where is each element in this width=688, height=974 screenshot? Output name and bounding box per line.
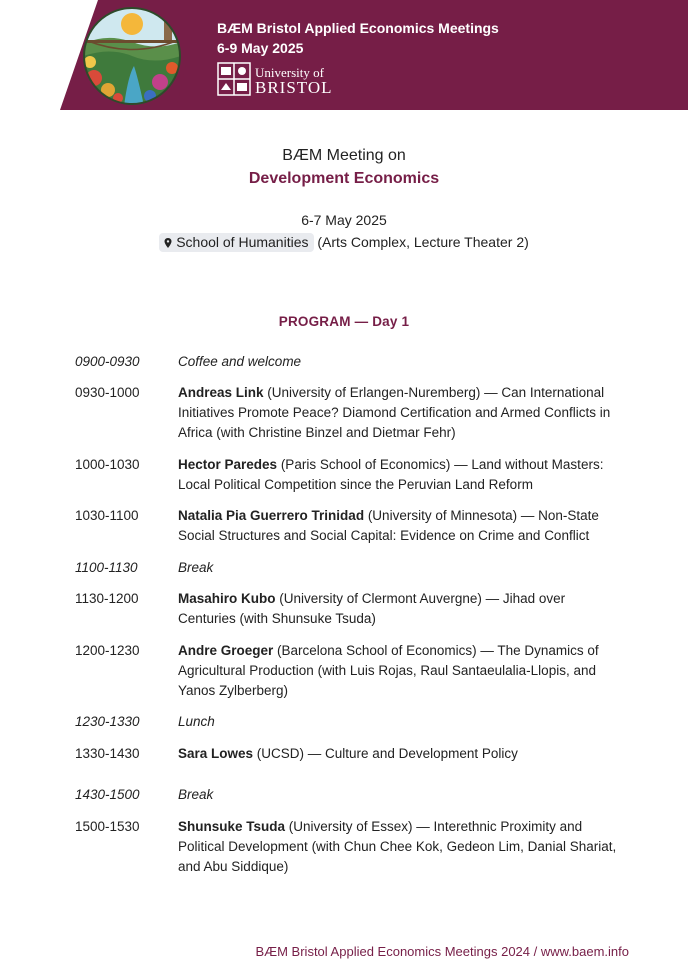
meeting-title-topic: Development Economics xyxy=(248,170,440,187)
session-description xyxy=(178,817,618,877)
speaker-name: Hector Paredes xyxy=(178,457,278,472)
venue-detail: (Arts Complex, Lecture Theater 2) xyxy=(313,234,529,250)
session-text: Break xyxy=(178,560,214,575)
session-description xyxy=(178,506,618,546)
session-text: (UCSD) — Culture and Development Policy xyxy=(253,746,518,761)
speaker-name: Andreas Link xyxy=(178,385,264,400)
university-name-line1: University of xyxy=(255,65,324,80)
meeting-date: 6-7 May 2025 xyxy=(301,212,387,228)
university-logo xyxy=(217,62,347,98)
header-dates: 6-9 May 2025 xyxy=(217,40,304,56)
session-time: 1000-1030 xyxy=(75,457,140,472)
session-text: Break xyxy=(178,787,214,802)
venue-badge[interactable] xyxy=(159,233,313,252)
header-title-block xyxy=(217,18,499,58)
session-description xyxy=(178,589,618,629)
venue-name: School of Humanities xyxy=(176,234,309,250)
speaker-name: Shunsuke Tsuda xyxy=(178,819,286,834)
session-time: 1430-1500 xyxy=(75,787,140,802)
session-description xyxy=(178,455,618,495)
session-description xyxy=(178,744,618,764)
session-description xyxy=(178,641,618,701)
session-description xyxy=(178,558,618,578)
university-name-line2: BRISTOL xyxy=(255,78,333,97)
session-text: (University of Erlangen-Nuremberg) — Can International Initiatives Promote Peace? Diamond Certification and Armed Conflicts in Africa (with Christine Binzel and Dietmar Fehr) xyxy=(178,385,611,440)
conference-logo-illustration xyxy=(78,6,186,106)
session-time: 1330-1430 xyxy=(75,746,140,761)
session-text: (Paris School of Economics) — Land without Masters: Local Political Competition since the Peruvian Land Reform xyxy=(178,457,604,492)
session-description xyxy=(178,785,618,805)
university-crest-icon xyxy=(217,62,251,96)
session-time: 1030-1100 xyxy=(75,508,139,523)
session-time: 1130-1200 xyxy=(75,591,139,606)
session-time: 0930-1000 xyxy=(75,385,140,400)
header-title: BÆM Bristol Applied Economics Meetings xyxy=(217,20,499,36)
speaker-name: Sara Lowes xyxy=(178,746,254,761)
session-text: (University of Essex) — Interethnic Proximity and Political Development (with Chun Chee Kok, Gedeon Lim, Danial Shariat, and Abu Siddique) xyxy=(178,819,617,874)
session-text: (University of Clermont Auvergne) — Jihad over Centuries (with Shunsuke Tsuda) xyxy=(178,591,566,626)
session-time: 1200-1230 xyxy=(75,643,140,658)
speaker-name: Andre Groeger xyxy=(178,643,274,658)
meeting-title-line1: BÆM Meeting on xyxy=(282,147,406,164)
meeting-venue xyxy=(0,233,688,252)
session-time: 1100-1130 xyxy=(75,560,138,575)
program-heading: PROGRAM — Day 1 xyxy=(278,314,410,329)
session-text: Coffee and welcome xyxy=(178,354,302,369)
session-text: Lunch xyxy=(178,714,215,729)
session-text: (Barcelona School of Economics) — The Dynamics of Agricultural Production (with Luis Rojas, Raul Santaeulalia-Llopis, and Yanos Zylberberg) xyxy=(178,643,599,698)
session-text: (University of Minnesota) — Non-State Social Structures and Social Capital: Evidence on Crime and Conflict xyxy=(178,508,599,543)
speaker-name: Natalia Pia Guerrero Trinidad xyxy=(178,508,365,523)
session-description xyxy=(178,383,618,443)
footer-text[interactable]: BÆM Bristol Applied Economics Meetings 2024 / www.baem.info xyxy=(255,944,629,959)
session-time: 1500-1530 xyxy=(75,819,140,834)
session-description xyxy=(178,712,618,732)
session-description xyxy=(178,352,618,372)
session-time: 0900-0930 xyxy=(75,354,140,369)
speaker-name: Masahiro Kubo xyxy=(178,591,276,606)
location-pin-icon xyxy=(164,238,172,248)
session-time: 1230-1330 xyxy=(75,714,140,729)
